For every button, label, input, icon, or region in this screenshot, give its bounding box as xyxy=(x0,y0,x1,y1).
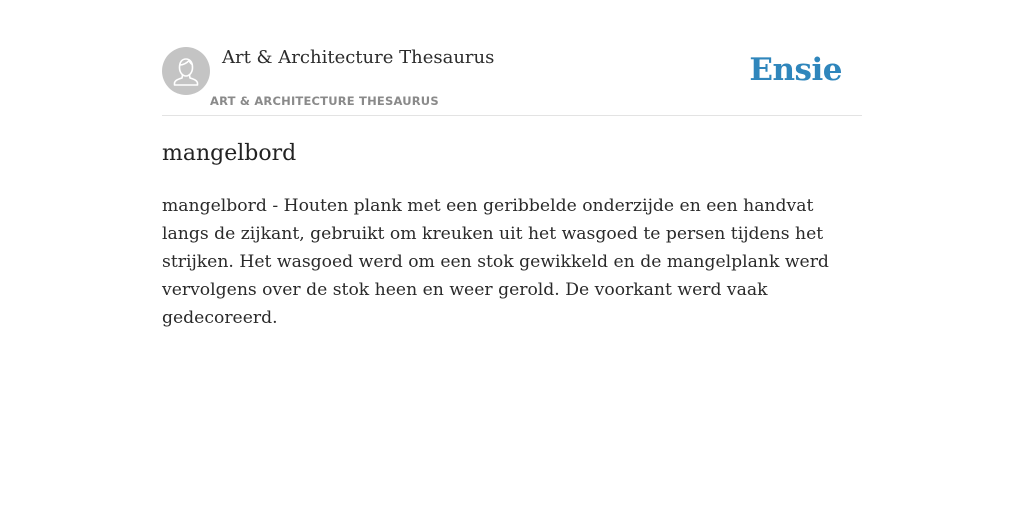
source-subtitle[interactable]: ART & ARCHITECTURE THESAURUS xyxy=(210,94,439,108)
entry-definition: mangelbord - Houten plank met een geribbelde onderzijde en een handvat langs de zijkant, gebruikt om kreuken uit het wasgoed te persen tijdens het strijken. Het wasgoed werd om een stok gewikkeld en de mangelplank werd vervolgens over de stok heen en weer gerold. De voorkant werd vaak gedecoreerd. xyxy=(162,196,829,328)
brand-logo[interactable]: Ensie xyxy=(749,52,842,88)
source-title[interactable]: Art & Architecture Thesaurus xyxy=(222,47,495,68)
entry-term: mangelbord xyxy=(162,141,297,166)
avatar[interactable] xyxy=(162,47,210,95)
source-header xyxy=(162,40,862,116)
user-outline-icon xyxy=(162,47,210,95)
